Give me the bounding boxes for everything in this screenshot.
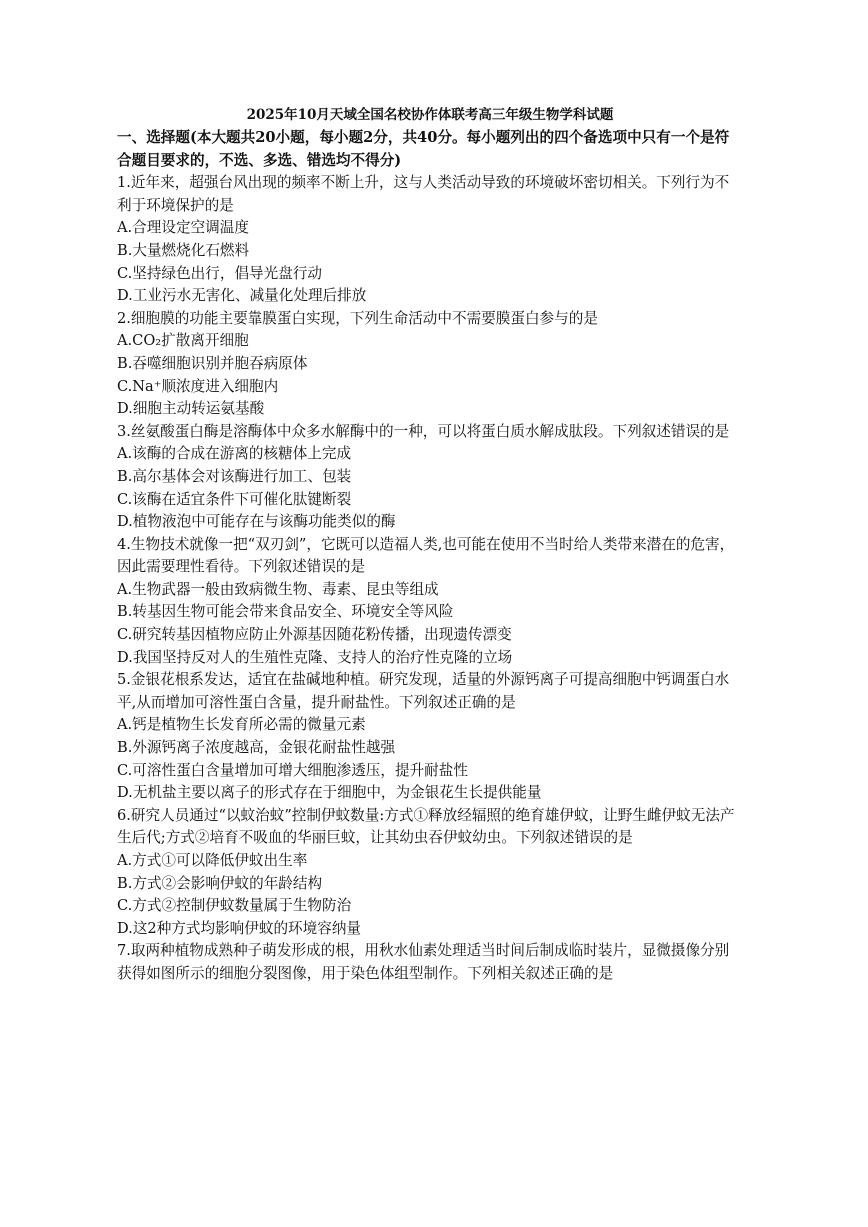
question-5-stem: 5.金银花根系发达，适宜在盐碱地种植。研究发现，适量的外源钙离子可提高细胞中钙调蛋白水平,从而增加可溶性蛋白含量，提升耐盐性。下列叙述正确的是 <box>117 671 730 711</box>
question-2-option-c: C.Na⁺顺浓度进入细胞内 <box>117 377 279 395</box>
question-5-option-c: C.可溶性蛋白含量增加可增大细胞渗透压，提升耐盐性 <box>117 761 468 779</box>
question-6-option-d: D.这2种方式均影响伊蚊的环境容纳量 <box>117 919 362 937</box>
question-3-stem: 3.丝氨酸蛋白酶是溶酶体中众多水解酶中的一种，可以将蛋白质水解成肽段。下列叙述错误的是 <box>117 422 730 440</box>
question-2-option-d: D.细胞主动转运氨基酸 <box>117 400 265 418</box>
question-1-option-c: C.坚持绿色出行，倡导光盘行动 <box>117 264 323 282</box>
question-1-stem: 1.近年来，超强台风出现的频率不断上升，这与人类活动导致的环境破坏密切相关。下列行为不利于环境保护的是 <box>117 174 730 214</box>
question-1-option-a: A.合理设定空调温度 <box>117 219 249 237</box>
question-5-option-d: D.无机盐主要以离子的形式存在于细胞中，为金银花生长提供能量 <box>117 784 542 802</box>
question-4-option-d: D.我国坚持反对人的生殖性克隆、支持人的治疗性克隆的立场 <box>117 648 513 666</box>
question-6-option-c: C.方式②控制伊蚊数量属于生物防治 <box>117 897 352 915</box>
question-4-option-b: B.转基因生物可能会带来食品安全、环境安全等风险 <box>117 603 454 621</box>
question-3-option-c: C.该酶在适宜条件下可催化肽键断裂 <box>117 490 352 508</box>
question-7-stem: 7.取两种植物成熟种子萌发形成的根，用秋水仙素处理适当时间后制成临时装片，显微摄像分别获得如图所示的细胞分裂图像，用于染色体组型制作。下列相关叙述正确的是 <box>117 942 730 982</box>
question-3-option-d: D.植物液泡中可能存在与该酶功能类似的酶 <box>117 513 396 531</box>
question-4-option-a: A.生物武器一般由致病微生物、毒素、昆虫等组成 <box>117 580 439 598</box>
question-5-option-b: B.外源钙离子浓度越高，金银花耐盐性越强 <box>117 739 396 757</box>
question-4-option-c: C.研究转基因植物应防止外源基因随花粉传播，出现遗传漂变 <box>117 626 512 644</box>
question-4-stem: 4.生物技术就像一把“双刃剑”，它既可以造福人类,也可能在使用不当时给人类带来潜在的危害，因此需要理性看待。下列叙述错误的是 <box>117 535 735 576</box>
question-3-option-b: B.高尔基体会对该酶进行加工、包装 <box>117 467 352 485</box>
section-header: 一、选择题(本大题共20小题，每小题2分，共40分。每小题列出的四个备选项中只有一个是符合题目要求的，不选、多选、错选均不得分) <box>117 129 730 169</box>
question-6-option-b: B.方式②会影响伊蚊的年龄结构 <box>117 874 323 892</box>
question-1-option-d: D.工业污水无害化、减量化处理后排放 <box>117 287 367 305</box>
question-3-option-a: A.该酶的合成在游离的核糖体上完成 <box>117 445 352 463</box>
question-1-option-b: B.大量燃烧化石燃料 <box>117 241 250 259</box>
question-6-stem: 6.研究人员通过“以蚊治蚊”控制伊蚊数量:方式①释放经辐照的绝育雄伊蚊，让野生雌伊蚊无法产生后代;方式②培育不吸血的华丽巨蚊，让其幼虫吞伊蚊幼虫。下列叙述错误的是 <box>117 806 735 847</box>
question-5-option-a: A.钙是植物生长发育所必需的微量元素 <box>117 716 366 734</box>
exam-content <box>117 105 743 986</box>
exam-title: 2025年10月天域全国名校协作体联考高三年级生物学科试题 <box>246 107 614 123</box>
question-2-option-b: B.吞噬细胞识别并胞吞病原体 <box>117 354 308 372</box>
question-6-option-a: A.方式①可以降低伊蚊出生率 <box>117 852 308 869</box>
question-2-option-a: A.CO₂扩散离开细胞 <box>117 332 249 350</box>
question-2-stem: 2.细胞膜的功能主要靠膜蛋白实现，下列生命活动中不需要膜蛋白参与的是 <box>117 309 598 327</box>
